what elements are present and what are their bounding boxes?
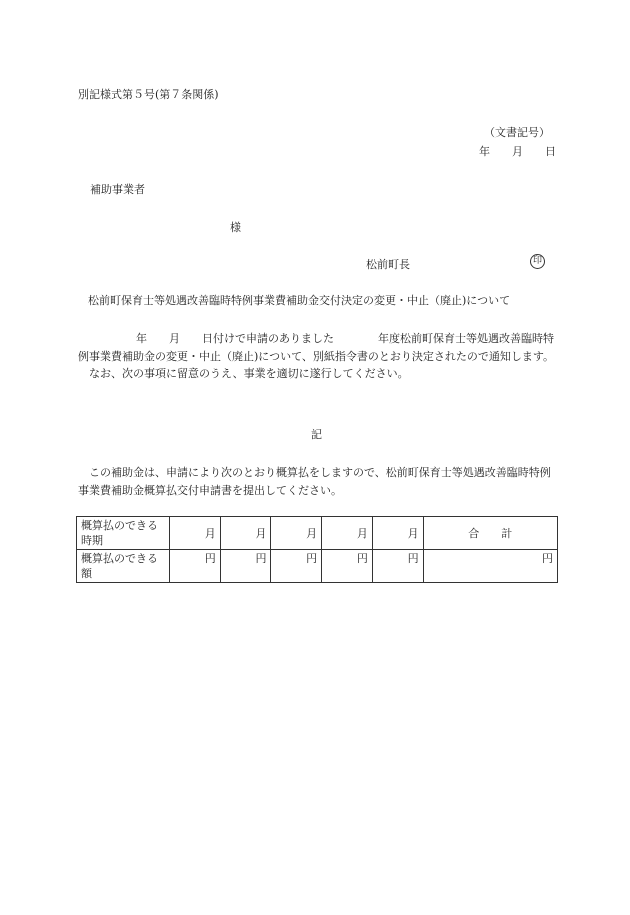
table-row xyxy=(77,550,558,583)
document-subject: 松前町保育士等処遇改善臨時特例事業費補助金交付決定の変更・中止（廃止)について xyxy=(88,294,511,307)
ki-heading: 記 xyxy=(311,428,322,441)
row-header-period: 概算払のできる時期 xyxy=(77,517,170,550)
table-cell: 円 xyxy=(372,550,423,583)
table-cell: 円 xyxy=(170,550,221,583)
table-cell: 円 xyxy=(322,550,373,583)
row-header-amount: 概算払のできる額 xyxy=(77,550,170,583)
recipient-honorific: 様 xyxy=(230,221,241,234)
table-cell: 月 xyxy=(271,517,322,550)
table-cell: 円 xyxy=(271,550,322,583)
sender-name: 松前町長 xyxy=(366,258,410,271)
table-row xyxy=(77,517,558,550)
date-month: 月 xyxy=(512,145,523,158)
body-paragraph-2: なお、次の事項に留意のうえ、事業を適切に遂行してください。 xyxy=(89,367,409,380)
table-cell: 円 xyxy=(423,550,557,583)
table-cell: 月 xyxy=(170,517,221,550)
clause-text: この補助金は、申請により次のとおり概算払をしますので、松前町保育士等処遇改善臨時特例事業費補助金概算払交付申請書を提出してください。 xyxy=(78,466,551,497)
recipient-label: 補助事業者 xyxy=(90,183,145,196)
table-cell: 円 xyxy=(220,550,271,583)
table-cell: 月 xyxy=(220,517,271,550)
document-number: （文書記号） xyxy=(484,126,550,139)
body-text xyxy=(78,330,558,383)
table-cell: 月 xyxy=(372,517,423,550)
body-paragraph-1: 年 月 日付けで申請のありました 年度松前町保育士等処遇改善臨時特例事業費補助金の変更・中止（廃止)について、別紙指令書のとおり決定されたので通知します。 xyxy=(78,332,554,363)
date-year: 年 xyxy=(479,145,490,158)
issue-date xyxy=(479,143,556,159)
total-header: 合 計 xyxy=(423,517,557,550)
table-cell: 月 xyxy=(322,517,373,550)
seal-icon: 印 xyxy=(530,254,545,269)
form-number: 別記様式第５号(第７条関係) xyxy=(78,88,219,101)
date-day: 日 xyxy=(545,145,556,158)
schedule-table xyxy=(76,516,558,583)
